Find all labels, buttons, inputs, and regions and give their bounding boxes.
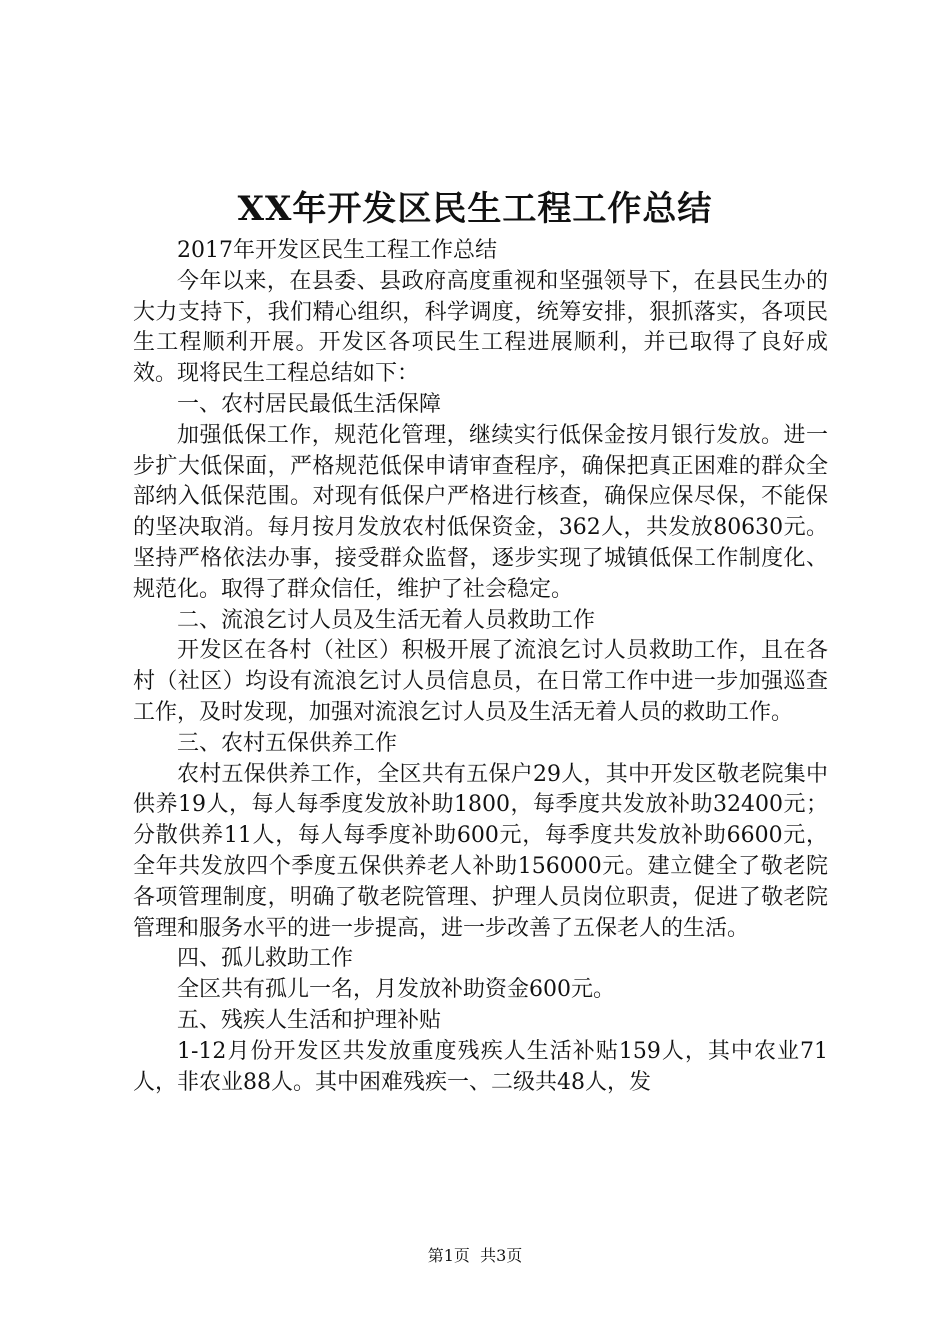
paragraph-section-4: 全区共有孤儿一名，月发放补助资金600元。: [177, 977, 615, 1003]
section-heading-1: 一、农村居民最低生活保障: [177, 391, 442, 417]
paragraph-subtitle: 2017年开发区民生工程工作总结: [177, 238, 497, 263]
paragraph-section-3: 农村五保供养工作，全区共有五保户29人，其中开发区敬老院集中供养19人，每人每季度发放补助1800，每季度共发放补助32400元；分散供养11人，每人每季度补助600元，每季度共发放补助6600元，全年共发放四个季度五保供养老人补助156000元。建立健全了敬老院各项管理制度，明确了敬老院管理、护理人员岗位职责，促进了敬老院管理和服务水平的进一步提高，进一步改善了五保老人的生活。: [133, 761, 828, 941]
section-heading-2: 二、流浪乞讨人员及生活无着人员救助工作: [177, 607, 596, 633]
paragraph-intro: 今年以来，在县委、县政府高度重视和坚强领导下，在县民生办的大力支持下，我们精心组织，科学调度，统筹安排，狠抓落实，各项民生工程顺利开展。开发区各项民生工程进展顺利，并已取得了良好成效。现将民生工程总结如下：: [133, 268, 828, 387]
document-body: [133, 236, 828, 1098]
paragraph-section-2: 开发区在各村（社区）积极开展了流浪乞讨人员救助工作，且在各村（社区）均设有流浪乞讨人员信息员，在日常工作中进一步加强巡查工作，及时发现，加强对流浪乞讨人员及生活无着人员的救助工作。: [133, 638, 828, 725]
section-heading-5: 五、残疾人生活和护理补贴: [177, 1007, 442, 1033]
paragraph-section-1: 加强低保工作，规范化管理，继续实行低保金按月银行发放。进一步扩大低保面，严格规范低保申请审查程序，确保把真正困难的群众全部纳入低保范围。对现有低保户严格进行核查，确保应保尽保，不能保的坚决取消。每月按月发放农村低保资金，362人，共发放80630元。坚持严格依法办事，接受群众监督，逐步实现了城镇低保工作制度化、规范化。取得了群众信任，维护了社会稳定。: [133, 422, 828, 602]
document-title: XX年开发区民生工程工作总结: [237, 189, 713, 229]
paragraph-section-5: 1-12月份开发区共发放重度残疾人生活补贴159人，其中农业71人，非农业88人。其中困难残疾一、二级共48人，发: [133, 1038, 828, 1095]
page-number-label: 第1页 共3页: [427, 1246, 523, 1265]
section-heading-4: 四、孤儿救助工作: [177, 946, 354, 972]
page-footer: [0, 1244, 950, 1268]
section-heading-3: 三、农村五保供养工作: [177, 730, 398, 756]
